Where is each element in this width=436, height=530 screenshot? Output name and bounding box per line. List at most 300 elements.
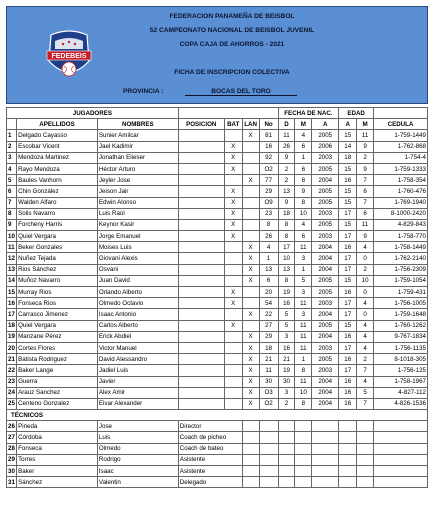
player-given-name: Jeyler Jose (97, 175, 178, 186)
table-row (7, 320, 428, 331)
age-months: 7 (357, 197, 374, 208)
bats-mark: X (224, 287, 242, 298)
birth-month: 11 (295, 298, 312, 309)
age-months: 7 (357, 365, 374, 376)
age-months: 4 (357, 298, 374, 309)
jersey-number: 81 (259, 130, 278, 141)
birth-year: 2003 (312, 231, 339, 242)
player-given-name: Erick Abdiel (97, 331, 178, 342)
age-years: 17 (339, 253, 357, 264)
table-row (7, 477, 428, 488)
throws-mark (242, 320, 259, 331)
jersey-number: 77 (259, 175, 278, 186)
id-number: 1-759-1449 (374, 130, 428, 141)
player-position (178, 320, 224, 331)
birth-month: 11 (295, 331, 312, 342)
age-years: 15 (339, 130, 357, 141)
row-number: 19 (7, 331, 17, 342)
id-number: 4-827-112 (374, 387, 428, 398)
birth-month: 11 (295, 342, 312, 353)
player-position (178, 309, 224, 320)
birth-year: 2004 (312, 309, 339, 320)
player-position (178, 175, 224, 186)
player-position (178, 387, 224, 398)
birth-day: 26 (278, 141, 295, 152)
blank-cell (242, 477, 259, 488)
age-months: 7 (357, 175, 374, 186)
players-section-title: JUGADORES (7, 108, 179, 119)
player-given-name: Jadiel Luis (97, 365, 178, 376)
player-position (178, 275, 224, 286)
table-row (7, 398, 428, 409)
player-surname: Escobar Vicent (17, 141, 98, 152)
staff-role: Coach de bateo (178, 443, 242, 454)
id-number: 1-754-4 (374, 152, 428, 163)
bats-mark: X (224, 208, 242, 219)
jersey-number: O2 (259, 398, 278, 409)
table-row (7, 219, 428, 230)
id-number: 1-756-125 (374, 365, 428, 376)
birth-month: 10 (295, 387, 312, 398)
table-row (7, 141, 428, 152)
id-number: 1-762-868 (374, 141, 428, 152)
player-surname: Cortes Flores (17, 342, 98, 353)
jersey-number: 18 (259, 342, 278, 353)
age-years: 17 (339, 298, 357, 309)
player-surname: Fonseca Rios (17, 298, 98, 309)
blank-cell (374, 454, 428, 465)
bats-mark (224, 354, 242, 365)
age-header: EDAD (339, 108, 374, 119)
bats-mark: X (224, 141, 242, 152)
birth-day: 19 (278, 287, 295, 298)
blank-cell (312, 454, 339, 465)
blank-cell (339, 432, 357, 443)
bats-mark (224, 253, 242, 264)
id-number: 8-1018-305 (374, 354, 428, 365)
table-row (7, 231, 428, 242)
throws-mark (242, 219, 259, 230)
roster-body (7, 108, 428, 488)
table-row (7, 208, 428, 219)
staff-section-title: TÉCNICOS (7, 410, 428, 421)
birth-day: 10 (278, 253, 295, 264)
birth-day: 2 (278, 175, 295, 186)
id-number: 1-756-1135 (374, 342, 428, 353)
throws-mark (242, 208, 259, 219)
row-number: 5 (7, 175, 17, 186)
id-number: 1-769-1940 (374, 197, 428, 208)
table-row (7, 242, 428, 253)
birth-year: 2004 (312, 253, 339, 264)
player-position (178, 287, 224, 298)
table-row (7, 376, 428, 387)
row-number: 6 (7, 186, 17, 197)
birth-year: 2003 (312, 342, 339, 353)
player-given-name: Orlando Alberto (97, 287, 178, 298)
staff-given-name: Olmedo (97, 443, 178, 454)
age-years: 15 (339, 163, 357, 174)
row-number: 11 (7, 242, 17, 253)
birth-year: 2005 (312, 219, 339, 230)
logo-lettering: FEDEBEIS (51, 53, 87, 60)
throws-mark (242, 186, 259, 197)
throws-mark: X (242, 253, 259, 264)
age-months: 6 (357, 186, 374, 197)
table-row (7, 253, 428, 264)
player-position (178, 141, 224, 152)
birth-day: 9 (278, 197, 295, 208)
bats-mark: X (224, 152, 242, 163)
player-position (178, 398, 224, 409)
jersey-number: 6 (259, 275, 278, 286)
row-number: 15 (7, 287, 17, 298)
birth-day: 8 (278, 275, 295, 286)
player-position (178, 152, 224, 163)
player-surname: Rayo Mendoza (17, 163, 98, 174)
birth-year: 2005 (312, 354, 339, 365)
staff-surname: Torres (17, 454, 98, 465)
blank-cell (374, 477, 428, 488)
blank-cell (178, 108, 278, 119)
staff-surname: Baker (17, 466, 98, 477)
blank-cell (357, 421, 374, 432)
player-given-name: Alex Amir (97, 387, 178, 398)
player-surname: Chin González (17, 186, 98, 197)
birth-year: 2004 (312, 242, 339, 253)
blank-cell (339, 466, 357, 477)
table-row (7, 186, 428, 197)
id-number: 1-758-1449 (374, 242, 428, 253)
row-number: 20 (7, 342, 17, 353)
id-number: 1-759-1054 (374, 275, 428, 286)
player-given-name: Luis Raúl (97, 208, 178, 219)
bats-mark: X (224, 163, 242, 174)
birth-month: 1 (295, 152, 312, 163)
blank-cell (339, 454, 357, 465)
table-row (7, 443, 428, 454)
throws-mark: X (242, 242, 259, 253)
player-position (178, 208, 224, 219)
bats-mark: X (224, 231, 242, 242)
birth-day: 16 (278, 298, 295, 309)
throws-mark: X (242, 354, 259, 365)
age-months: 4 (357, 331, 374, 342)
staff-section-row (7, 410, 428, 421)
blank-cell (312, 466, 339, 477)
table-row (7, 275, 428, 286)
jersey-number: O9 (259, 197, 278, 208)
player-surname: Solis Navarro (17, 208, 98, 219)
birth-month: 4 (295, 130, 312, 141)
blank-cell (295, 443, 312, 454)
birth-year: 2003 (312, 208, 339, 219)
age-years: 17 (339, 342, 357, 353)
age-months: 0 (357, 309, 374, 320)
birth-year: 2003 (312, 298, 339, 309)
jersey-number: 29 (259, 331, 278, 342)
player-given-name: Osvani (97, 264, 178, 275)
birth-month: 5 (295, 275, 312, 286)
bats-mark (224, 342, 242, 353)
column-header: M (357, 119, 374, 130)
blank-cell (357, 443, 374, 454)
blank-cell (374, 466, 428, 477)
jersey-number: 4 (259, 242, 278, 253)
row-number: 16 (7, 298, 17, 309)
blank-cell (278, 477, 295, 488)
table-row (7, 197, 428, 208)
player-given-name: Isaac Antonio (97, 309, 178, 320)
federation-title: FEDERACION PANAMEÑA DE BEISBOL (169, 13, 295, 20)
throws-mark: X (242, 175, 259, 186)
staff-surname: Sánchez (17, 477, 98, 488)
blank-cell (278, 443, 295, 454)
player-position (178, 197, 224, 208)
player-position (178, 342, 224, 353)
player-given-name: Jorge Emanuel (97, 231, 178, 242)
blank-cell (357, 477, 374, 488)
blank-cell (374, 432, 428, 443)
bats-mark: X (224, 298, 242, 309)
column-header: BAT (224, 119, 242, 130)
staff-role: Delegado (178, 477, 242, 488)
row-number: 22 (7, 365, 17, 376)
player-surname: Baker Lange (17, 365, 98, 376)
player-surname: Guerra (17, 376, 98, 387)
table-row (7, 365, 428, 376)
roster-table (6, 107, 428, 488)
column-header: M (295, 119, 312, 130)
header-banner (6, 6, 428, 104)
player-position (178, 298, 224, 309)
player-given-name: Carlos Alberto (97, 320, 178, 331)
province-value: BOCAS DEL TORO (185, 88, 297, 96)
id-number: 1-756-1005 (374, 298, 428, 309)
birth-month: 8 (295, 175, 312, 186)
player-surname: Muñoz Navarro (17, 275, 98, 286)
throws-mark: X (242, 275, 259, 286)
player-surname: Walden Alfaro (17, 197, 98, 208)
player-given-name: Jeison Jair (97, 186, 178, 197)
staff-role: Director (178, 421, 242, 432)
blank-cell (242, 454, 259, 465)
birth-day: 8 (278, 231, 295, 242)
age-months: 4 (357, 376, 374, 387)
age-months: 9 (357, 163, 374, 174)
table-row (7, 466, 428, 477)
blank-cell (357, 432, 374, 443)
blank-cell (259, 443, 278, 454)
throws-mark (242, 141, 259, 152)
player-surname: Centeno Gonzalez (17, 398, 98, 409)
player-position (178, 354, 224, 365)
blank-cell (312, 421, 339, 432)
blank-cell (295, 432, 312, 443)
player-given-name: Jonathan Elieser (97, 152, 178, 163)
id-number: 8-1000-2420 (374, 208, 428, 219)
birth-day: 16 (278, 342, 295, 353)
staff-surname: Pineda (17, 421, 98, 432)
birth-day: 30 (278, 376, 295, 387)
birth-day: 2 (278, 163, 295, 174)
jersey-number: 54 (259, 298, 278, 309)
birth-month: 11 (295, 320, 312, 331)
birth-month: 8 (295, 365, 312, 376)
birth-month: 3 (295, 287, 312, 298)
column-header-blank (7, 119, 17, 130)
player-surname: Quiel Vergara (17, 231, 98, 242)
jersey-number: 23 (259, 208, 278, 219)
table-row (7, 287, 428, 298)
age-years: 15 (339, 219, 357, 230)
table-row (7, 163, 428, 174)
player-position (178, 365, 224, 376)
row-number: 31 (7, 477, 17, 488)
birth-month: 10 (295, 208, 312, 219)
jersey-number: 16 (259, 141, 278, 152)
row-number: 14 (7, 275, 17, 286)
player-position (178, 130, 224, 141)
player-given-name: Edwin Alonso (97, 197, 178, 208)
bats-mark (224, 242, 242, 253)
blank-cell (295, 454, 312, 465)
player-given-name: Eivar Alexander (97, 398, 178, 409)
bats-mark (224, 264, 242, 275)
birth-month: 11 (295, 242, 312, 253)
row-number: 26 (7, 421, 17, 432)
blank-cell (278, 454, 295, 465)
age-years: 16 (339, 398, 357, 409)
player-surname: Nuñez Tejada (17, 253, 98, 264)
row-number: 28 (7, 443, 17, 454)
column-header: NOMBRES (97, 119, 178, 130)
id-number: 1-760-1262 (374, 320, 428, 331)
birth-month: 11 (295, 376, 312, 387)
blank-cell (295, 421, 312, 432)
province-label: PROVINCIA : (123, 88, 164, 95)
age-months: 2 (357, 354, 374, 365)
column-header: CEDULA (374, 119, 428, 130)
throws-mark: X (242, 331, 259, 342)
row-number: 3 (7, 152, 17, 163)
age-years: 18 (339, 152, 357, 163)
age-months: 0 (357, 253, 374, 264)
age-years: 17 (339, 365, 357, 376)
age-years: 17 (339, 264, 357, 275)
staff-given-name: Valentin (97, 477, 178, 488)
player-surname: Baules Vanhorn (17, 175, 98, 186)
column-header: LAN (242, 119, 259, 130)
age-years: 16 (339, 175, 357, 186)
player-surname: Arauz Sanchez (17, 387, 98, 398)
age-years: 17 (339, 208, 357, 219)
jersey-number: 29 (259, 186, 278, 197)
id-number: 1-756-2309 (374, 264, 428, 275)
blank-cell (278, 432, 295, 443)
blank-cell (242, 421, 259, 432)
staff-surname: Fonseca (17, 443, 98, 454)
age-months: 10 (357, 275, 374, 286)
id-number: 4-826-1536 (374, 398, 428, 409)
blank-cell (278, 466, 295, 477)
player-surname: Manzane Pérez (17, 331, 98, 342)
birth-day: 11 (278, 130, 295, 141)
player-surname: Batista Rodriguez (17, 354, 98, 365)
row-number: 17 (7, 309, 17, 320)
column-header-row (7, 119, 428, 130)
age-years: 16 (339, 387, 357, 398)
table-row (7, 264, 428, 275)
birth-day: 13 (278, 186, 295, 197)
blank-cell (259, 421, 278, 432)
age-months: 9 (357, 141, 374, 152)
id-number: 1-759-431 (374, 287, 428, 298)
jersey-number: O2 (259, 163, 278, 174)
blank-cell (259, 477, 278, 488)
age-years: 15 (339, 320, 357, 331)
age-years: 15 (339, 275, 357, 286)
player-position (178, 253, 224, 264)
age-months: 7 (357, 398, 374, 409)
age-months: 11 (357, 130, 374, 141)
birth-year: 2004 (312, 264, 339, 275)
blank-cell (312, 443, 339, 454)
table-row (7, 387, 428, 398)
blank-cell (357, 454, 374, 465)
birth-day: 3 (278, 331, 295, 342)
birth-day: 9 (278, 152, 295, 163)
age-years: 15 (339, 197, 357, 208)
birth-year: 2004 (312, 376, 339, 387)
id-number: 4-829-843 (374, 219, 428, 230)
player-given-name: Olmedo Octavio (97, 298, 178, 309)
bats-mark (224, 309, 242, 320)
row-number: 9 (7, 219, 17, 230)
row-number: 27 (7, 432, 17, 443)
age-months: 5 (357, 387, 374, 398)
id-number: 1-758-354 (374, 175, 428, 186)
row-number: 8 (7, 208, 17, 219)
age-months: 2 (357, 152, 374, 163)
blank-cell (259, 432, 278, 443)
staff-given-name: Isaac (97, 466, 178, 477)
table-row (7, 175, 428, 186)
blank-cell (339, 421, 357, 432)
jersey-number: 22 (259, 309, 278, 320)
row-number: 1 (7, 130, 17, 141)
bats-mark: X (224, 320, 242, 331)
blank-cell (242, 432, 259, 443)
table-row (7, 309, 428, 320)
row-number: 7 (7, 197, 17, 208)
player-position (178, 186, 224, 197)
throws-mark (242, 152, 259, 163)
fedebeis-logo (37, 25, 101, 85)
player-position (178, 264, 224, 275)
staff-given-name: Rodrigo (97, 454, 178, 465)
player-given-name: Moises Luis (97, 242, 178, 253)
row-number: 24 (7, 387, 17, 398)
throws-mark: X (242, 376, 259, 387)
age-months: 4 (357, 320, 374, 331)
blank-cell (339, 443, 357, 454)
birth-month: 1 (295, 264, 312, 275)
birth-month: 8 (295, 197, 312, 208)
staff-given-name: Luis (97, 432, 178, 443)
jersey-number: 20 (259, 287, 278, 298)
table-row (7, 130, 428, 141)
